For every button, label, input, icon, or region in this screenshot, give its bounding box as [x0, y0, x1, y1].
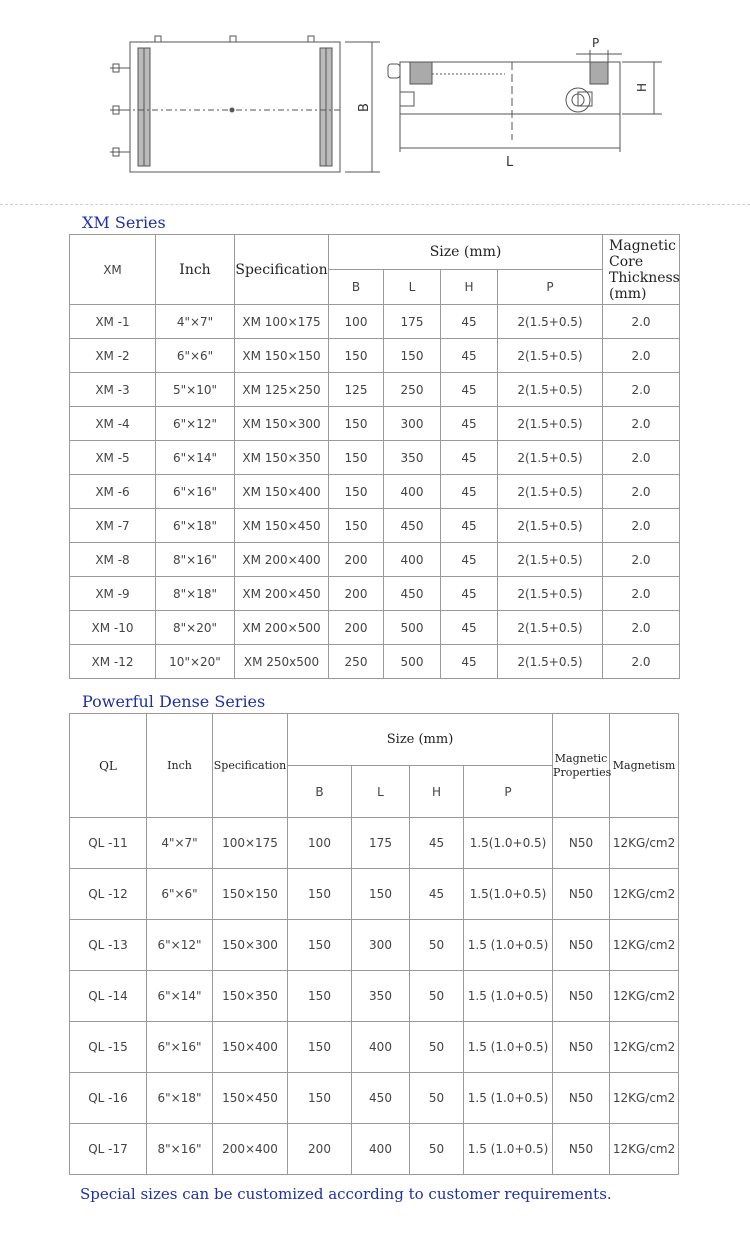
table-row: [70, 373, 680, 407]
table-row: [70, 1124, 679, 1175]
dim-label-l: L: [506, 155, 514, 170]
xm-cell: 6"×18": [156, 509, 235, 543]
xm-cell: 45: [441, 543, 498, 577]
table-row: [70, 407, 680, 441]
ql-cell: 175: [352, 818, 410, 869]
ql-cell: 12KG/cm2: [610, 1073, 679, 1124]
table-row: [70, 971, 679, 1022]
ql-cell: N50: [553, 869, 610, 920]
ql-cell: 8"×16": [147, 1124, 213, 1175]
ql-cell: 450: [352, 1073, 410, 1124]
ql-cell: QL -14: [70, 971, 147, 1022]
xm-cell: 400: [384, 543, 441, 577]
xm-header-b: B: [329, 270, 384, 305]
ql-cell: N50: [553, 1124, 610, 1175]
xm-cell: 400: [384, 475, 441, 509]
ql-cell: 12KG/cm2: [610, 818, 679, 869]
ql-cell: 150: [352, 869, 410, 920]
ql-header-size: Size (mm): [288, 714, 553, 766]
xm-cell: XM -2: [70, 339, 156, 373]
xm-cell: 175: [384, 305, 441, 339]
ql-cell: N50: [553, 1022, 610, 1073]
xm-cell: XM 150×400: [235, 475, 329, 509]
xm-cell: XM 200×500: [235, 611, 329, 645]
ql-cell: 150: [288, 920, 352, 971]
ql-cell: N50: [553, 971, 610, 1022]
ql-cell: 150×400: [213, 1022, 288, 1073]
ql-cell: 100×175: [213, 818, 288, 869]
ql-header-model: QL: [70, 714, 147, 818]
xm-series-table: [69, 234, 680, 679]
ql-cell: 1.5 (1.0+0.5): [464, 920, 553, 971]
xm-cell: 2.0: [603, 645, 680, 679]
xm-cell: XM -3: [70, 373, 156, 407]
xm-cell: 2(1.5+0.5): [498, 373, 603, 407]
ql-cell: QL -12: [70, 869, 147, 920]
xm-cell: 2.0: [603, 577, 680, 611]
xm-cell: 2(1.5+0.5): [498, 611, 603, 645]
xm-header-spec: Specification: [235, 235, 329, 305]
xm-cell: 2(1.5+0.5): [498, 509, 603, 543]
xm-cell: 450: [384, 509, 441, 543]
ql-table-body: [70, 818, 679, 1175]
ql-header-p: P: [464, 766, 553, 818]
table-row: [70, 645, 680, 679]
table-row: [70, 577, 680, 611]
ql-cell: 200: [288, 1124, 352, 1175]
xm-cell: 45: [441, 305, 498, 339]
xm-header-model: XM: [70, 235, 156, 305]
footer-note: Special sizes can be customized according to customer requirements.: [80, 1185, 612, 1203]
xm-cell: 2(1.5+0.5): [498, 543, 603, 577]
xm-cell: 125: [329, 373, 384, 407]
xm-cell: 2.0: [603, 407, 680, 441]
xm-cell: XM 150×300: [235, 407, 329, 441]
ql-cell: 150×300: [213, 920, 288, 971]
ql-series-title: Powerful Dense Series: [82, 692, 266, 711]
xm-cell: 250: [329, 645, 384, 679]
dim-label-p: P: [592, 36, 600, 50]
xm-cell: XM 125×250: [235, 373, 329, 407]
xm-header-p: P: [498, 270, 603, 305]
ql-cell: 1.5 (1.0+0.5): [464, 1073, 553, 1124]
ql-cell: 4"×7": [147, 818, 213, 869]
xm-cell: 2.0: [603, 373, 680, 407]
ql-cell: 150×450: [213, 1073, 288, 1124]
ql-header-b: B: [288, 766, 352, 818]
xm-cell: 8"×18": [156, 577, 235, 611]
xm-cell: 45: [441, 577, 498, 611]
xm-cell: 500: [384, 645, 441, 679]
xm-cell: 2.0: [603, 441, 680, 475]
table-row: [70, 920, 679, 971]
ql-cell: 12KG/cm2: [610, 869, 679, 920]
table-row: [70, 475, 680, 509]
ql-header-h: H: [410, 766, 464, 818]
ql-cell: 45: [410, 818, 464, 869]
xm-cell: XM -1: [70, 305, 156, 339]
xm-cell: 2.0: [603, 305, 680, 339]
ql-cell: 45: [410, 869, 464, 920]
xm-cell: 45: [441, 407, 498, 441]
ql-cell: 100: [288, 818, 352, 869]
top-view-body: [130, 42, 340, 172]
table-row: [70, 611, 680, 645]
ql-header-magnetism: Magnetism: [610, 714, 679, 818]
ql-cell: 6"×6": [147, 869, 213, 920]
ql-cell: 6"×18": [147, 1073, 213, 1124]
xm-cell: 200: [329, 543, 384, 577]
xm-cell: 45: [441, 441, 498, 475]
xm-header-size: Size (mm): [329, 235, 603, 270]
xm-cell: 2.0: [603, 509, 680, 543]
ql-cell: 12KG/cm2: [610, 1124, 679, 1175]
xm-cell: 2(1.5+0.5): [498, 645, 603, 679]
ql-cell: 50: [410, 971, 464, 1022]
xm-cell: 8"×20": [156, 611, 235, 645]
xm-cell: XM -8: [70, 543, 156, 577]
xm-cell: 150: [329, 475, 384, 509]
ql-cell: QL -15: [70, 1022, 147, 1073]
xm-cell: XM 250x500: [235, 645, 329, 679]
xm-cell: 100: [329, 305, 384, 339]
ql-cell: N50: [553, 818, 610, 869]
xm-cell: XM 150×150: [235, 339, 329, 373]
xm-cell: XM -9: [70, 577, 156, 611]
ql-cell: N50: [553, 920, 610, 971]
table-row: [70, 339, 680, 373]
table-row: [70, 1073, 679, 1124]
xm-header-h: H: [441, 270, 498, 305]
ql-cell: 50: [410, 1022, 464, 1073]
xm-cell: 2(1.5+0.5): [498, 305, 603, 339]
xm-cell: 2(1.5+0.5): [498, 407, 603, 441]
xm-cell: 4"×7": [156, 305, 235, 339]
xm-cell: 8"×16": [156, 543, 235, 577]
ql-cell: 300: [352, 920, 410, 971]
ql-cell: 150×350: [213, 971, 288, 1022]
dim-label-h: H: [635, 82, 649, 92]
dim-label-b: B: [357, 103, 372, 112]
xm-cell: 2.0: [603, 339, 680, 373]
ql-cell: 6"×12": [147, 920, 213, 971]
ql-cell: 400: [352, 1124, 410, 1175]
separator: [0, 204, 750, 205]
xm-cell: XM -7: [70, 509, 156, 543]
ql-cell: 6"×16": [147, 1022, 213, 1073]
xm-header-l: L: [384, 270, 441, 305]
xm-cell: 45: [441, 339, 498, 373]
ql-cell: 1.5 (1.0+0.5): [464, 971, 553, 1022]
ql-cell: 50: [410, 920, 464, 971]
ql-cell: 1.5 (1.0+0.5): [464, 1124, 553, 1175]
ql-cell: N50: [553, 1073, 610, 1124]
xm-cell: 5"×10": [156, 373, 235, 407]
xm-cell: 2.0: [603, 475, 680, 509]
table-row: [70, 543, 680, 577]
xm-cell: 500: [384, 611, 441, 645]
xm-cell: 200: [329, 577, 384, 611]
ql-cell: 150: [288, 971, 352, 1022]
xm-cell: 300: [384, 407, 441, 441]
ql-cell: 150: [288, 1022, 352, 1073]
xm-cell: 150: [384, 339, 441, 373]
xm-header-inch: Inch: [156, 235, 235, 305]
xm-header-core-thickness: Magnetic Core Thickness (mm): [603, 235, 680, 305]
xm-cell: 150: [329, 407, 384, 441]
ql-cell: 150: [288, 869, 352, 920]
ql-cell: 1.5 (1.0+0.5): [464, 1022, 553, 1073]
table-row: [70, 1022, 679, 1073]
technical-drawing: [0, 0, 750, 205]
xm-cell: 6"×16": [156, 475, 235, 509]
xm-cell: XM 200×400: [235, 543, 329, 577]
ql-cell: 1.5(1.0+0.5): [464, 818, 553, 869]
ql-cell: 12KG/cm2: [610, 920, 679, 971]
ql-series-table: [69, 713, 679, 1175]
xm-cell: 150: [329, 339, 384, 373]
xm-cell: 2(1.5+0.5): [498, 577, 603, 611]
xm-cell: 45: [441, 373, 498, 407]
xm-cell: XM -10: [70, 611, 156, 645]
xm-cell: 45: [441, 611, 498, 645]
ql-cell: QL -13: [70, 920, 147, 971]
ql-header-inch: Inch: [147, 714, 213, 818]
xm-cell: 6"×12": [156, 407, 235, 441]
xm-cell: 450: [384, 577, 441, 611]
table-row: [70, 441, 680, 475]
xm-cell: 2(1.5+0.5): [498, 475, 603, 509]
xm-cell: 45: [441, 475, 498, 509]
xm-cell: 350: [384, 441, 441, 475]
xm-cell: XM 150×450: [235, 509, 329, 543]
ql-cell: QL -17: [70, 1124, 147, 1175]
ql-cell: 350: [352, 971, 410, 1022]
ql-cell: 6"×14": [147, 971, 213, 1022]
xm-cell: 2.0: [603, 543, 680, 577]
xm-table-body: [70, 305, 680, 679]
ql-cell: 50: [410, 1124, 464, 1175]
table-row: [70, 818, 679, 869]
xm-cell: 6"×6": [156, 339, 235, 373]
xm-cell: XM 100×175: [235, 305, 329, 339]
xm-cell: 150: [329, 441, 384, 475]
ql-header-magnetic-properties: Magnetic Properties: [553, 714, 610, 818]
xm-series-title: XM Series: [82, 213, 166, 232]
ql-cell: QL -16: [70, 1073, 147, 1124]
xm-cell: 10"×20": [156, 645, 235, 679]
xm-cell: 2(1.5+0.5): [498, 339, 603, 373]
xm-cell: 45: [441, 509, 498, 543]
xm-cell: XM -5: [70, 441, 156, 475]
ql-header-spec: Specification: [213, 714, 288, 818]
table-row: [70, 509, 680, 543]
ql-cell: 50: [410, 1073, 464, 1124]
xm-cell: XM -6: [70, 475, 156, 509]
xm-cell: 45: [441, 645, 498, 679]
ql-cell: 400: [352, 1022, 410, 1073]
xm-cell: XM -4: [70, 407, 156, 441]
xm-cell: XM 200×450: [235, 577, 329, 611]
xm-cell: 250: [384, 373, 441, 407]
xm-cell: 2(1.5+0.5): [498, 441, 603, 475]
table-row: [70, 869, 679, 920]
xm-cell: XM -12: [70, 645, 156, 679]
xm-cell: 150: [329, 509, 384, 543]
xm-cell: 6"×14": [156, 441, 235, 475]
ql-cell: 150×150: [213, 869, 288, 920]
xm-cell: 200: [329, 611, 384, 645]
ql-header-l: L: [352, 766, 410, 818]
ql-cell: 12KG/cm2: [610, 1022, 679, 1073]
ql-cell: QL -11: [70, 818, 147, 869]
ql-cell: 1.5(1.0+0.5): [464, 869, 553, 920]
xm-cell: XM 150×350: [235, 441, 329, 475]
ql-cell: 200×400: [213, 1124, 288, 1175]
xm-cell: 2.0: [603, 611, 680, 645]
ql-cell: 12KG/cm2: [610, 971, 679, 1022]
table-row: [70, 305, 680, 339]
ql-cell: 150: [288, 1073, 352, 1124]
